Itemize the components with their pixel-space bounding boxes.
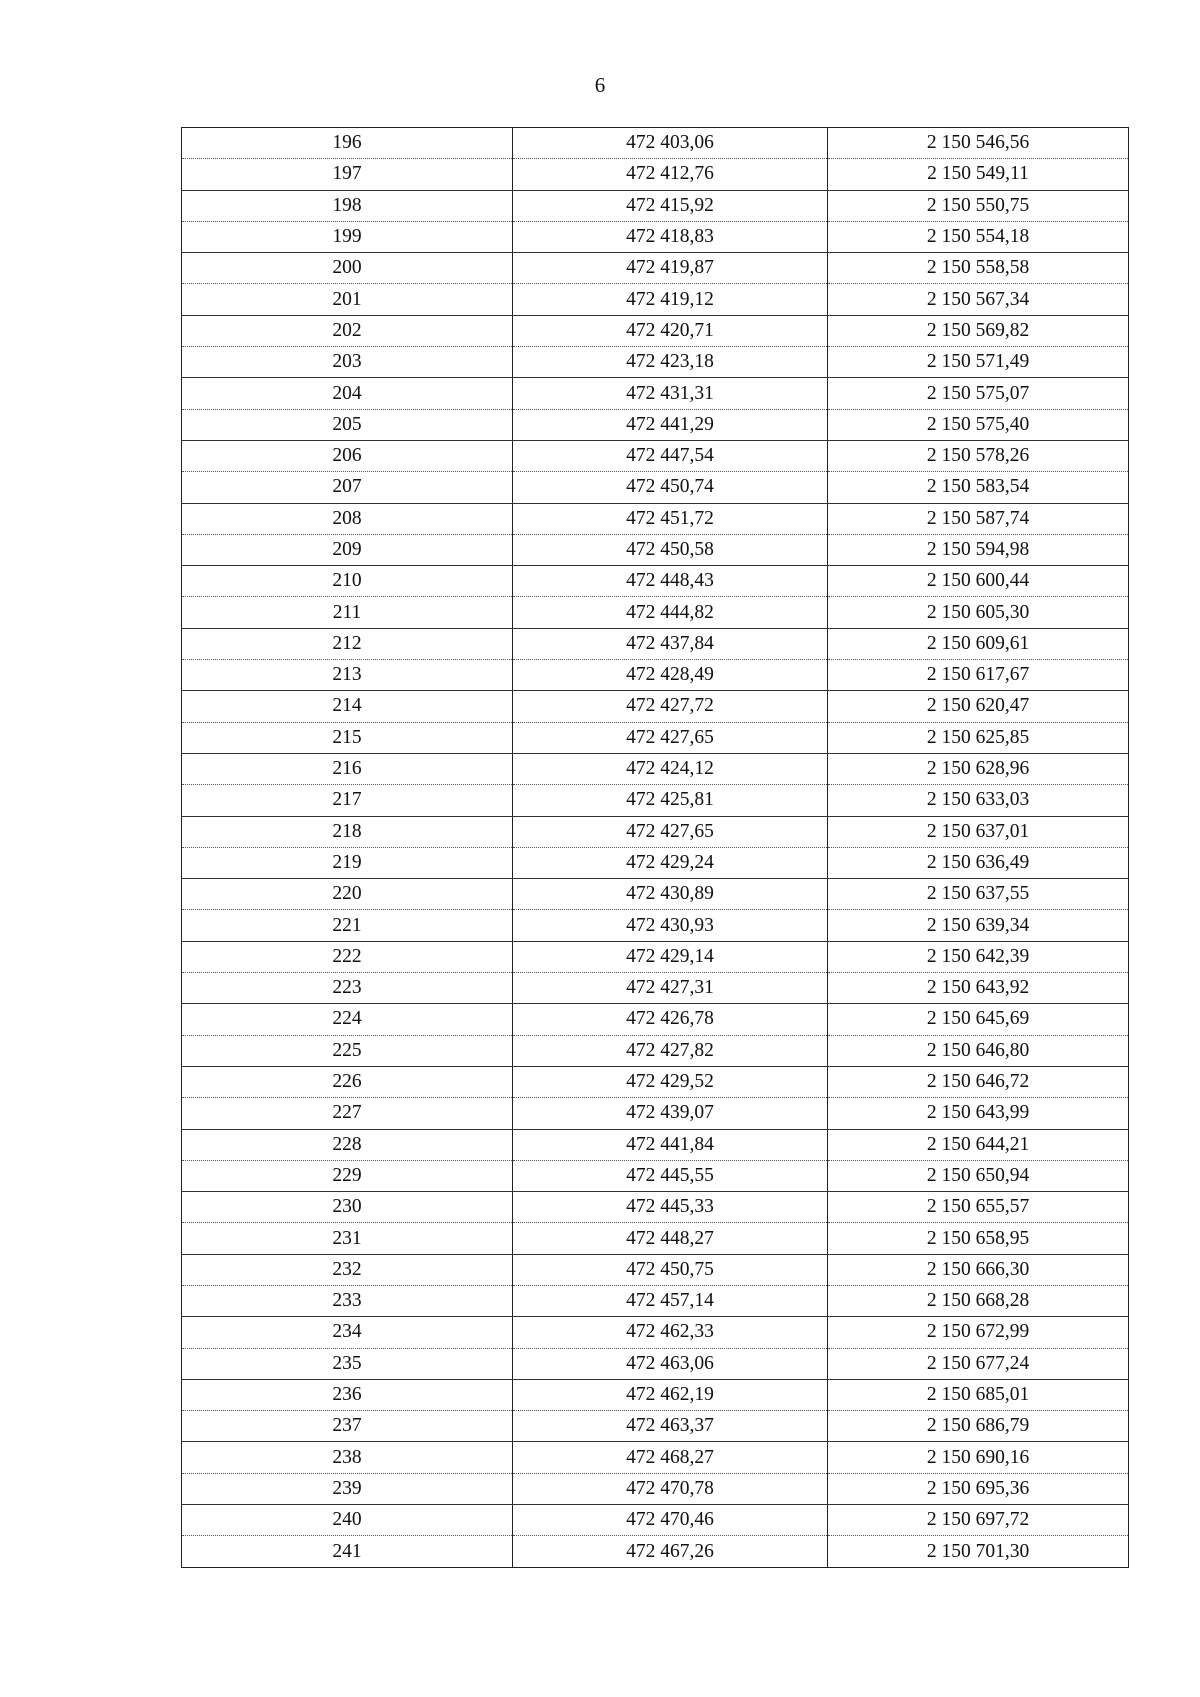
x-coordinate-cell: 472 444,82 <box>513 597 828 628</box>
x-coordinate-cell: 472 403,06 <box>513 128 828 159</box>
x-coordinate-cell: 472 419,87 <box>513 253 828 284</box>
x-coordinate-cell: 472 445,55 <box>513 1160 828 1191</box>
point-number-cell: 199 <box>182 221 513 252</box>
table-row <box>182 1098 1129 1129</box>
point-number-cell: 233 <box>182 1285 513 1316</box>
x-coordinate-cell: 472 462,19 <box>513 1379 828 1410</box>
y-coordinate-cell: 2 150 695,36 <box>828 1473 1129 1504</box>
table-row <box>182 660 1129 691</box>
table-row <box>182 1536 1129 1567</box>
y-coordinate-cell: 2 150 672,99 <box>828 1317 1129 1348</box>
x-coordinate-cell: 472 450,74 <box>513 472 828 503</box>
point-number-cell: 218 <box>182 816 513 847</box>
point-number-cell: 241 <box>182 1536 513 1567</box>
y-coordinate-cell: 2 150 677,24 <box>828 1348 1129 1379</box>
x-coordinate-cell: 472 429,14 <box>513 941 828 972</box>
y-coordinate-cell: 2 150 639,34 <box>828 910 1129 941</box>
table-row <box>182 253 1129 284</box>
table-row <box>182 1317 1129 1348</box>
x-coordinate-cell: 472 439,07 <box>513 1098 828 1129</box>
point-number-cell: 206 <box>182 440 513 471</box>
point-number-cell: 220 <box>182 879 513 910</box>
x-coordinate-cell: 472 428,49 <box>513 660 828 691</box>
table-row <box>182 1411 1129 1442</box>
y-coordinate-cell: 2 150 668,28 <box>828 1285 1129 1316</box>
coordinates-table <box>181 127 1129 1568</box>
point-number-cell: 227 <box>182 1098 513 1129</box>
x-coordinate-cell: 472 418,83 <box>513 221 828 252</box>
table-row <box>182 910 1129 941</box>
point-number-cell: 202 <box>182 315 513 346</box>
x-coordinate-cell: 472 462,33 <box>513 1317 828 1348</box>
y-coordinate-cell: 2 150 625,85 <box>828 722 1129 753</box>
y-coordinate-cell: 2 150 605,30 <box>828 597 1129 628</box>
table-row <box>182 1035 1129 1066</box>
y-coordinate-cell: 2 150 583,54 <box>828 472 1129 503</box>
point-number-cell: 213 <box>182 660 513 691</box>
table-row <box>182 1348 1129 1379</box>
point-number-cell: 211 <box>182 597 513 628</box>
table-row <box>182 128 1129 159</box>
point-number-cell: 225 <box>182 1035 513 1066</box>
point-number-cell: 234 <box>182 1317 513 1348</box>
y-coordinate-cell: 2 150 587,74 <box>828 503 1129 534</box>
x-coordinate-cell: 472 468,27 <box>513 1442 828 1473</box>
point-number-cell: 198 <box>182 190 513 221</box>
y-coordinate-cell: 2 150 567,34 <box>828 284 1129 315</box>
y-coordinate-cell: 2 150 558,58 <box>828 253 1129 284</box>
y-coordinate-cell: 2 150 569,82 <box>828 315 1129 346</box>
table-row <box>182 1160 1129 1191</box>
x-coordinate-cell: 472 463,37 <box>513 1411 828 1442</box>
y-coordinate-cell: 2 150 645,69 <box>828 1004 1129 1035</box>
x-coordinate-cell: 472 419,12 <box>513 284 828 315</box>
y-coordinate-cell: 2 150 650,94 <box>828 1160 1129 1191</box>
y-coordinate-cell: 2 150 549,11 <box>828 159 1129 190</box>
x-coordinate-cell: 472 415,92 <box>513 190 828 221</box>
point-number-cell: 239 <box>182 1473 513 1504</box>
x-coordinate-cell: 472 427,72 <box>513 691 828 722</box>
point-number-cell: 200 <box>182 253 513 284</box>
table-row <box>182 378 1129 409</box>
y-coordinate-cell: 2 150 644,21 <box>828 1129 1129 1160</box>
y-coordinate-cell: 2 150 697,72 <box>828 1505 1129 1536</box>
table-row <box>182 722 1129 753</box>
point-number-cell: 222 <box>182 941 513 972</box>
x-coordinate-cell: 472 450,75 <box>513 1254 828 1285</box>
x-coordinate-cell: 472 448,43 <box>513 566 828 597</box>
x-coordinate-cell: 472 441,29 <box>513 409 828 440</box>
point-number-cell: 201 <box>182 284 513 315</box>
x-coordinate-cell: 472 429,52 <box>513 1066 828 1097</box>
point-number-cell: 214 <box>182 691 513 722</box>
y-coordinate-cell: 2 150 594,98 <box>828 534 1129 565</box>
point-number-cell: 223 <box>182 973 513 1004</box>
x-coordinate-cell: 472 463,06 <box>513 1348 828 1379</box>
table-row <box>182 315 1129 346</box>
table-row <box>182 1473 1129 1504</box>
table-row <box>182 597 1129 628</box>
point-number-cell: 231 <box>182 1223 513 1254</box>
table-row <box>182 472 1129 503</box>
x-coordinate-cell: 472 427,82 <box>513 1035 828 1066</box>
x-coordinate-cell: 472 427,31 <box>513 973 828 1004</box>
x-coordinate-cell: 472 420,71 <box>513 315 828 346</box>
table-row <box>182 1129 1129 1160</box>
x-coordinate-cell: 472 441,84 <box>513 1129 828 1160</box>
point-number-cell: 196 <box>182 128 513 159</box>
coordinates-table-body <box>182 128 1129 1568</box>
table-row <box>182 816 1129 847</box>
y-coordinate-cell: 2 150 575,07 <box>828 378 1129 409</box>
point-number-cell: 230 <box>182 1192 513 1223</box>
page-number: 6 <box>594 73 606 97</box>
x-coordinate-cell: 472 470,78 <box>513 1473 828 1504</box>
table-row <box>182 1004 1129 1035</box>
x-coordinate-cell: 472 424,12 <box>513 753 828 784</box>
table-row <box>182 347 1129 378</box>
table-row <box>182 1505 1129 1536</box>
point-number-cell: 219 <box>182 847 513 878</box>
point-number-cell: 210 <box>182 566 513 597</box>
table-row <box>182 847 1129 878</box>
y-coordinate-cell: 2 150 600,44 <box>828 566 1129 597</box>
y-coordinate-cell: 2 150 575,40 <box>828 409 1129 440</box>
table-row <box>182 440 1129 471</box>
point-number-cell: 232 <box>182 1254 513 1285</box>
table-row <box>182 1223 1129 1254</box>
table-row <box>182 1066 1129 1097</box>
table-row <box>182 1285 1129 1316</box>
x-coordinate-cell: 472 457,14 <box>513 1285 828 1316</box>
point-number-cell: 197 <box>182 159 513 190</box>
point-number-cell: 205 <box>182 409 513 440</box>
y-coordinate-cell: 2 150 655,57 <box>828 1192 1129 1223</box>
table-row <box>182 503 1129 534</box>
y-coordinate-cell: 2 150 578,26 <box>828 440 1129 471</box>
point-number-cell: 224 <box>182 1004 513 1035</box>
table-row <box>182 534 1129 565</box>
point-number-cell: 217 <box>182 785 513 816</box>
y-coordinate-cell: 2 150 643,99 <box>828 1098 1129 1129</box>
point-number-cell: 216 <box>182 753 513 784</box>
table-row <box>182 941 1129 972</box>
table-row <box>182 409 1129 440</box>
x-coordinate-cell: 472 450,58 <box>513 534 828 565</box>
point-number-cell: 212 <box>182 628 513 659</box>
y-coordinate-cell: 2 150 546,56 <box>828 128 1129 159</box>
x-coordinate-cell: 472 451,72 <box>513 503 828 534</box>
point-number-cell: 238 <box>182 1442 513 1473</box>
x-coordinate-cell: 472 447,54 <box>513 440 828 471</box>
point-number-cell: 221 <box>182 910 513 941</box>
point-number-cell: 208 <box>182 503 513 534</box>
y-coordinate-cell: 2 150 701,30 <box>828 1536 1129 1567</box>
point-number-cell: 207 <box>182 472 513 503</box>
point-number-cell: 215 <box>182 722 513 753</box>
x-coordinate-cell: 472 431,31 <box>513 378 828 409</box>
y-coordinate-cell: 2 150 571,49 <box>828 347 1129 378</box>
y-coordinate-cell: 2 150 620,47 <box>828 691 1129 722</box>
table-row <box>182 753 1129 784</box>
x-coordinate-cell: 472 429,24 <box>513 847 828 878</box>
y-coordinate-cell: 2 150 646,72 <box>828 1066 1129 1097</box>
point-number-cell: 204 <box>182 378 513 409</box>
point-number-cell: 226 <box>182 1066 513 1097</box>
table-row <box>182 1442 1129 1473</box>
table-row <box>182 566 1129 597</box>
y-coordinate-cell: 2 150 658,95 <box>828 1223 1129 1254</box>
table-row <box>182 221 1129 252</box>
point-number-cell: 240 <box>182 1505 513 1536</box>
point-number-cell: 228 <box>182 1129 513 1160</box>
x-coordinate-cell: 472 430,93 <box>513 910 828 941</box>
table-row <box>182 691 1129 722</box>
point-number-cell: 229 <box>182 1160 513 1191</box>
y-coordinate-cell: 2 150 637,55 <box>828 879 1129 910</box>
y-coordinate-cell: 2 150 685,01 <box>828 1379 1129 1410</box>
table-row <box>182 1254 1129 1285</box>
y-coordinate-cell: 2 150 690,16 <box>828 1442 1129 1473</box>
x-coordinate-cell: 472 423,18 <box>513 347 828 378</box>
x-coordinate-cell: 472 427,65 <box>513 816 828 847</box>
point-number-cell: 237 <box>182 1411 513 1442</box>
table-row <box>182 628 1129 659</box>
table-row <box>182 879 1129 910</box>
table-row <box>182 159 1129 190</box>
point-number-cell: 203 <box>182 347 513 378</box>
x-coordinate-cell: 472 467,26 <box>513 1536 828 1567</box>
table-row <box>182 1192 1129 1223</box>
y-coordinate-cell: 2 150 686,79 <box>828 1411 1129 1442</box>
table-row <box>182 1379 1129 1410</box>
x-coordinate-cell: 472 426,78 <box>513 1004 828 1035</box>
y-coordinate-cell: 2 150 646,80 <box>828 1035 1129 1066</box>
y-coordinate-cell: 2 150 633,03 <box>828 785 1129 816</box>
y-coordinate-cell: 2 150 550,75 <box>828 190 1129 221</box>
y-coordinate-cell: 2 150 628,96 <box>828 753 1129 784</box>
table-row <box>182 190 1129 221</box>
point-number-cell: 235 <box>182 1348 513 1379</box>
table-row <box>182 785 1129 816</box>
x-coordinate-cell: 472 445,33 <box>513 1192 828 1223</box>
x-coordinate-cell: 472 437,84 <box>513 628 828 659</box>
point-number-cell: 209 <box>182 534 513 565</box>
table-row <box>182 973 1129 1004</box>
x-coordinate-cell: 472 448,27 <box>513 1223 828 1254</box>
y-coordinate-cell: 2 150 554,18 <box>828 221 1129 252</box>
x-coordinate-cell: 472 430,89 <box>513 879 828 910</box>
y-coordinate-cell: 2 150 617,67 <box>828 660 1129 691</box>
y-coordinate-cell: 2 150 643,92 <box>828 973 1129 1004</box>
y-coordinate-cell: 2 150 666,30 <box>828 1254 1129 1285</box>
x-coordinate-cell: 472 425,81 <box>513 785 828 816</box>
y-coordinate-cell: 2 150 642,39 <box>828 941 1129 972</box>
x-coordinate-cell: 472 427,65 <box>513 722 828 753</box>
y-coordinate-cell: 2 150 609,61 <box>828 628 1129 659</box>
x-coordinate-cell: 472 470,46 <box>513 1505 828 1536</box>
x-coordinate-cell: 472 412,76 <box>513 159 828 190</box>
y-coordinate-cell: 2 150 637,01 <box>828 816 1129 847</box>
y-coordinate-cell: 2 150 636,49 <box>828 847 1129 878</box>
point-number-cell: 236 <box>182 1379 513 1410</box>
table-row <box>182 284 1129 315</box>
